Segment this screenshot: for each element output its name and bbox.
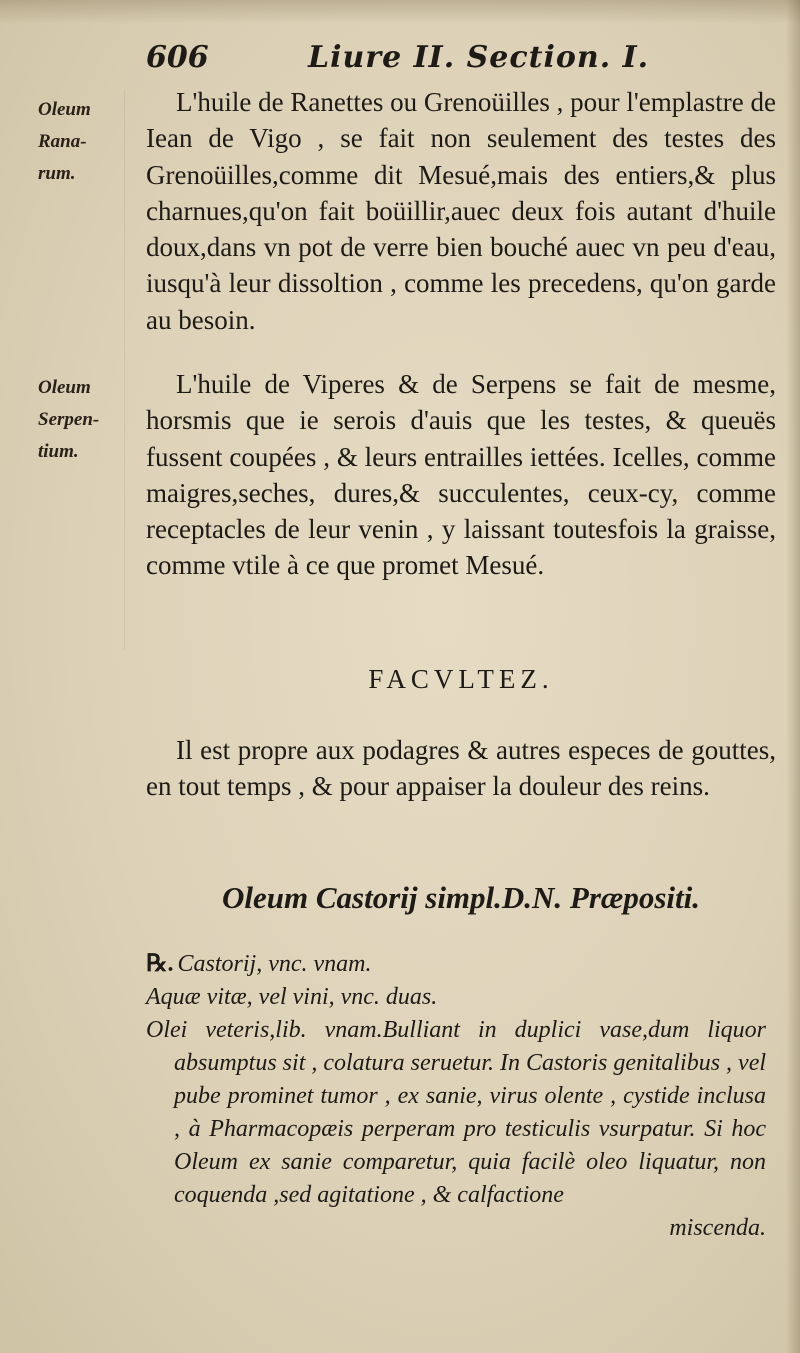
margin-note-line: tium. — [38, 441, 79, 462]
paragraph-huile-viperes: L'huile de Viperes & de Serpens se fait de mesme, horsmis que ie serois d'auis que les testes, & queuës fussent coupées , & leurs entrailles iettées. Icelles, comme maigres,seches, dures,& succulentes, ceux-cy, comme receptacles de leur venin , y laissant toutesfois la graisse, comme vtile à ce que promet Mesué. — [146, 369, 776, 581]
margin-note-oleum-serpentium — [38, 372, 99, 468]
recipe-line-end: miscenda. — [669, 1215, 766, 1241]
recipe-line-1 — [146, 948, 766, 981]
section-heading-facultez: FACVLTEZ. — [368, 664, 554, 694]
page-header — [146, 40, 766, 84]
recipe-ingredient-castorij: Castorij, vnc. vnam. — [177, 951, 372, 977]
margin-note-oleum-ranarum — [38, 94, 91, 190]
paragraph-huile-ranettes: L'huile de Ranettes ou Grenoüilles , pour l'emplastre de Iean de Vigo , se fait non seulement des testes des Grenoüilles,comme dit Mesué,mais des entiers,& plus charnues,qu'on fait boüillir,auec deux fois autant d'huile doux,dans vn pot de verre bien bouché auec vn peu d'eau, iusqu'à leur dissoltion , comme les precedens, qu'on garde au besoin. — [146, 87, 776, 335]
paragraph-facultez: Il est propre aux podagres & autres especes de gouttes, en tout temps , & pour appaiser la douleur des reins. — [146, 735, 776, 802]
margin-note-line: Rana- — [38, 131, 87, 152]
margin-note-line: rum. — [38, 163, 76, 184]
margin-note-line: Oleum — [38, 99, 91, 120]
page-edge-shadow — [786, 0, 800, 1353]
recipe-title: Oleum Castorij simpl.D.N. Præpositi. — [222, 880, 700, 915]
gutter-rule — [124, 90, 125, 650]
recipe-symbol-icon: ℞. — [146, 951, 174, 977]
margin-note-line: Serpen- — [38, 409, 100, 430]
recipe-line-3: Olei veteris,lib. vnam.Bulliant in duplici vase,dum liquor absumptus sit , colatura seruetur. In Castoris genitalibus , vel pube prominet tumor , ex sanie, virus olente , cystide inclusa , à Pharmacopæis perperam pro testiculis vsurpatur. Si hoc Oleum ex sanie comparetur, quia facilè oleo liquatur, non coquenda ,sed agitatione , & calfactione — [146, 1017, 767, 1208]
margin-note-line: Oleum — [38, 377, 91, 398]
running-head: Liure II. Section. I. — [308, 40, 650, 75]
recipe-block — [146, 948, 766, 1245]
page-number: 606 — [146, 40, 209, 75]
recipe-line-2: Aquæ vitæ, vel vini, vnc. duas. — [146, 984, 438, 1010]
page-top-shadow — [0, 0, 800, 24]
